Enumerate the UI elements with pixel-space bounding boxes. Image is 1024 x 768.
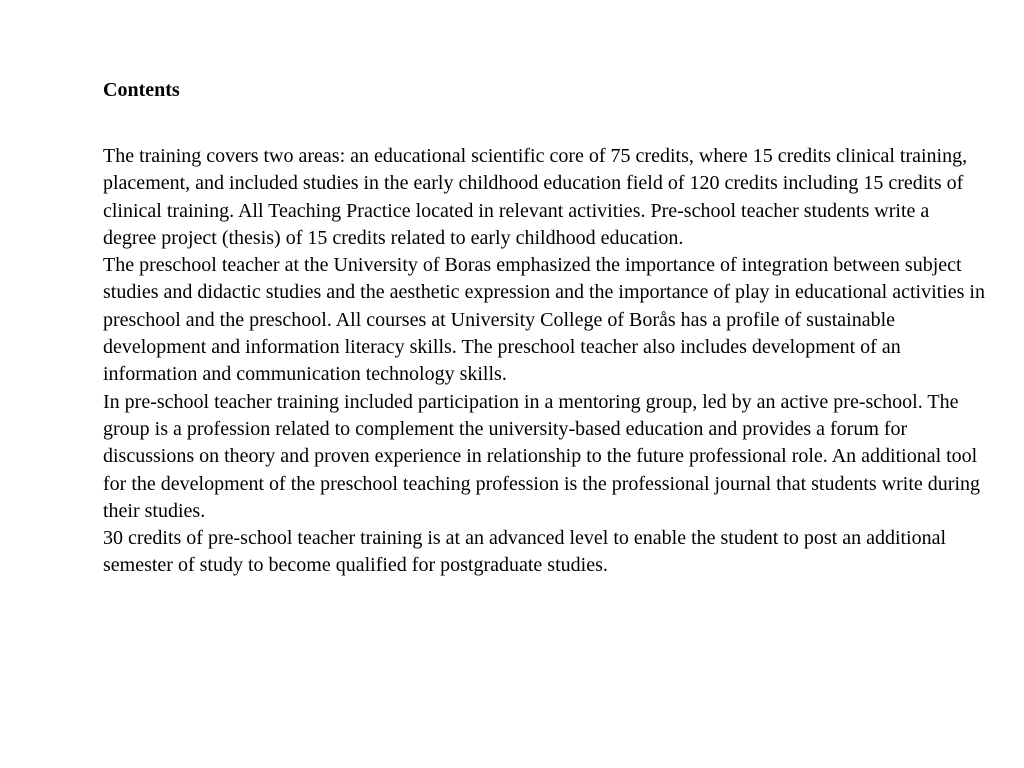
paragraph-mentoring: In pre-school teacher training included participation in a mentoring group, led by an active pre-school. The group is a profession related to complement the university-based education and provides a forum for discussions on theory and proven experience in relationship to the future professional role. An additional tool for the development of the preschool teaching profession is the professional journal that students write during their studies.	[103, 390, 981, 522]
body-text	[103, 143, 985, 580]
paragraph-training-areas: The training covers two areas: an educational scientific core of 75 credits, where 15 credits clinical training, placement, and included studies in the early childhood education field of 120 credits including 15 credits of clinical training. All Teaching Practice located in relevant activities. Pre-school teacher students write a degree project (thesis) of 15 credits related to early childhood education.	[103, 145, 968, 249]
paragraph-integration: The preschool teacher at the University of Boras emphasized the importance of integration between subject studies and didactic studies and the aesthetic expression and the importance of play in educational activities in preschool and the preschool. All courses at University College of Borås has a profile of sustainable development and information literacy skills. The preschool teacher also includes development of an information and communication technology skills.	[103, 254, 985, 386]
page-title: Contents	[103, 79, 180, 101]
paragraph-advanced-level: 30 credits of pre-school teacher training is at an advanced level to enable the student to post an additional semester of study to become qualified for postgraduate studies.	[103, 527, 947, 577]
